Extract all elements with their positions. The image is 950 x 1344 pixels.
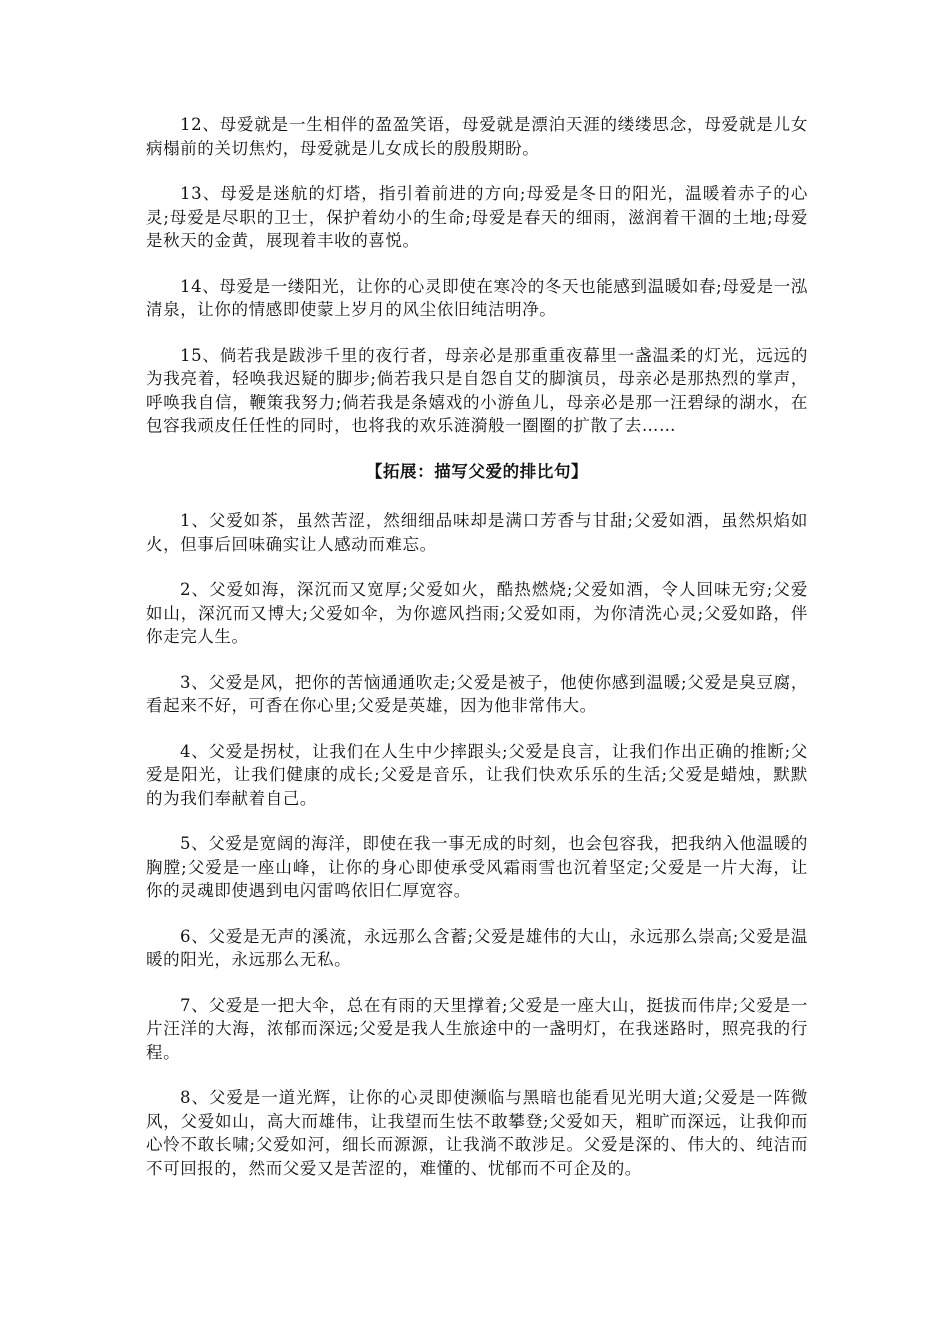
paragraph-item-father-1: 1、父爱如茶，虽然苦涩，然细细品味却是满口芳香与甘甜;父爱如酒，虽然炽焰如火，但事后回味确实让人感动而难忘。 — [146, 511, 808, 554]
paragraph-item-father-8: 8、父爱是一道光辉，让你的心灵即使濒临与黑暗也能看见光明大道;父爱是一阵微风，父爱如山，高大而雄伟，让我望而生怯不敢攀登;父爱如天，粗旷而深远，让我仰而心怜不敢长啸;父爱如河，细长而源源，让我淌不敢涉足。父爱是深的、伟大的、纯洁而不可回报的，然而父爱又是苦涩的，难懂的、忧郁而不可企及的。 — [146, 1088, 808, 1178]
paragraph-item-12: 12、母爱就是一生相伴的盈盈笑语，母爱就是漂泊天涯的缕缕思念，母爱就是儿女病榻前的关切焦灼，母爱就是儿女成长的殷殷期盼。 — [146, 115, 808, 158]
paragraph-item-father-7: 7、父爱是一把大伞，总在有雨的天里撑着;父爱是一座大山，挺拔而伟岸;父爱是一片汪洋的大海，浓郁而深远;父爱是我人生旅途中的一盏明灯，在我迷路时，照亮我的行程。 — [146, 995, 808, 1062]
paragraph-item-13: 13、母爱是迷航的灯塔，指引着前进的方向;母爱是冬日的阳光，温暖着赤子的心灵;母爱是尽职的卫士，保护着幼小的生命;母爱是春天的细雨，滋润着干涸的土地;母爱是秋天的金黄，展现着丰收的喜悦。 — [146, 184, 808, 250]
paragraph-item-father-4: 4、父爱是拐杖，让我们在人生中少摔跟头;父爱是良言，让我们作出正确的推断;父爱是阳光，让我们健康的成长;父爱是音乐，让我们快欢乐乐的生活;父爱是蜡烛，默默的为我们奉献着自己。 — [146, 741, 808, 808]
paragraph-item-14: 14、母爱是一缕阳光，让你的心灵即使在寒冷的冬天也能感到温暖如春;母爱是一泓清泉，让你的情感即使蒙上岁月的风尘依旧纯洁明净。 — [146, 276, 808, 319]
section-heading: 【拓展：描写父爱的排比句】 — [365, 461, 589, 481]
paragraph-item-15: 15、倘若我是跋涉千里的夜行者，母亲必是那重重夜幕里一盏温柔的灯光，远远的为我亮着，轻唤我迟疑的脚步;倘若我只是自怨自艾的脚演员，母亲必是那热烈的掌声，呼唤我自信，鞭策我努力;倘若我是条嬉戏的小游鱼儿，母亲必是那一汪碧绿的湖水，在包容我顽皮任任性的同时，也将我的欢乐涟漪般一圈圈的扩散了去…… — [146, 345, 808, 435]
paragraph-item-father-6: 6、父爱是无声的溪流，永远那么含蓄;父爱是雄伟的大山，永远那么崇高;父爱是温暖的阳光，永远那么无私。 — [146, 926, 808, 969]
paragraph-item-father-5: 5、父爱是宽阔的海洋，即使在我一事无成的时刻，也会包容我，把我纳入他温暖的胸膛;父爱是一座山峰，让你的身心即使承受风霜雨雪也沉着坚定;父爱是一片大海，让你的灵魂即使遇到电闪雷鸣依旧仁厚宽容。 — [146, 834, 808, 900]
paragraph-item-father-2: 2、父爱如海，深沉而又宽厚;父爱如火，酷热燃烧;父爱如酒，令人回味无穷;父爱如山，深沉而又博大;父爱如伞，为你遮风挡雨;父爱如雨，为你清洗心灵;父爱如路，伴你走完人生。 — [146, 580, 808, 646]
document-page — [146, 113, 808, 1202]
paragraph-item-father-3: 3、父爱是风，把你的苦恼通通吹走;父爱是被子，他使你感到温暖;父爱是臭豆腐，看起来不好，可香在你心里;父爱是英雄，因为他非常伟大。 — [146, 672, 808, 715]
